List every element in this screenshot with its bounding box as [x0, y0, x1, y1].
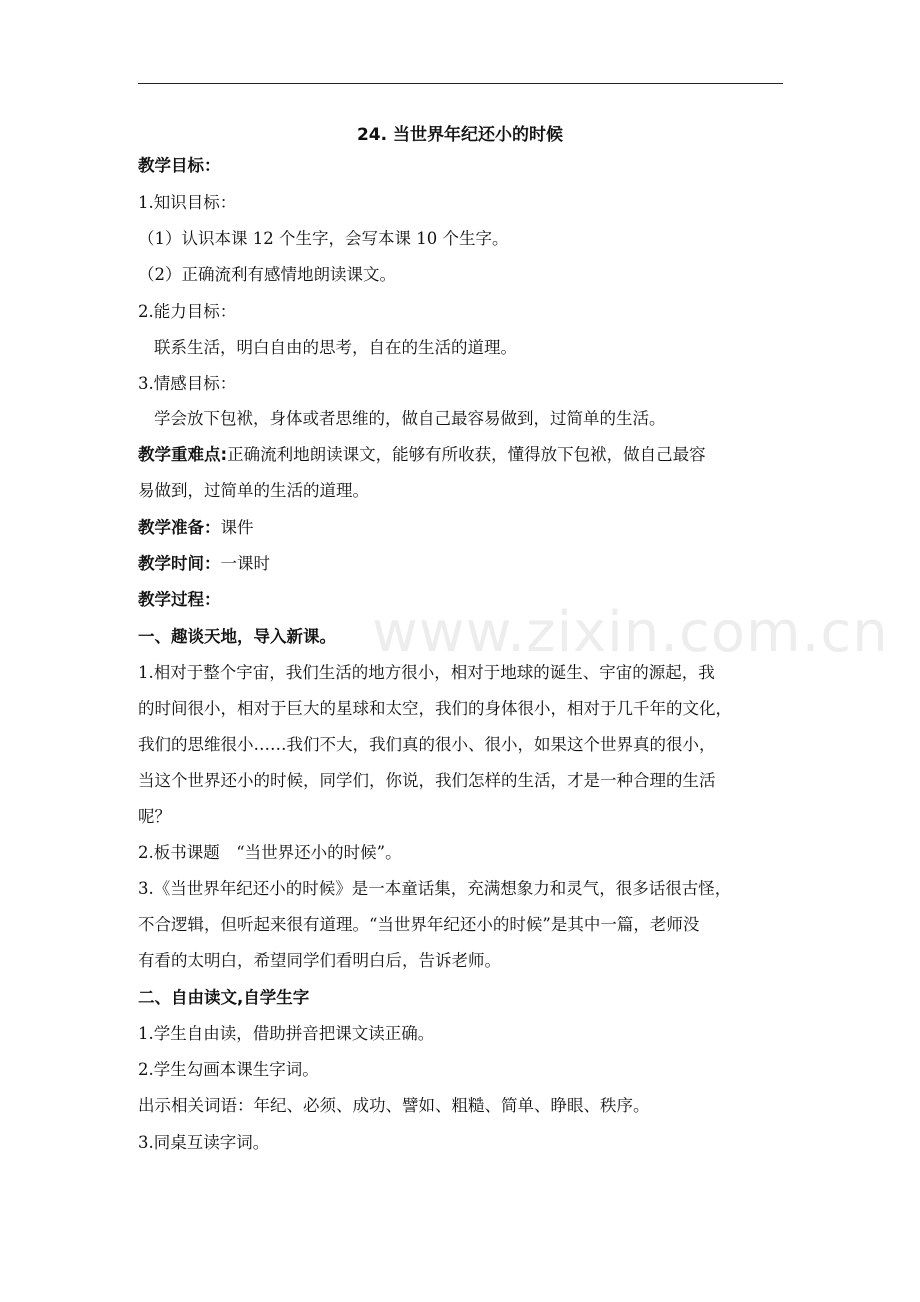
emotion-heading: 3.情感目标： — [138, 374, 237, 393]
emotion-text: 学会放下包袱，身体或者思维的，做自己最容易做到，过简单的生活。 — [154, 409, 666, 428]
prep-label: 教学准备： — [138, 518, 221, 537]
key-points-label: 教学重难点: — [138, 445, 228, 464]
page-title: 24. 当世界年纪还小的时候 — [356, 125, 564, 145]
paragraph-line: 1.相对于整个宇宙，我们生活的地方很小，相对于地球的诞生、宇宙的源起，我 — [138, 663, 715, 682]
ability-text: 联系生活，明白自由的思考，自在的生活的道理。 — [154, 338, 517, 357]
section1-heading: 一、趣谈天地，导入新课。 — [138, 627, 336, 646]
ability-heading: 2.能力目标： — [138, 302, 237, 321]
list-item: 出示相关词语：年纪、必须、成功、譬如、粗糙、简单、睁眼、秩序。 — [138, 1096, 650, 1115]
key-points-continued: 易做到，过简单的生活的道理。 — [138, 481, 369, 500]
paragraph-line: 不合逻辑，但听起来很有道理。“当世界年纪还小的时候”是其中一篇，老师没 — [138, 915, 700, 934]
paragraph-line: 的时间很小，相对于巨大的星球和太空，我们的身体很小，相对于几千年的文化， — [138, 699, 732, 718]
key-points-text: 正确流利地朗读课文，能够有所收获，懂得放下包袱，做自己最容 — [227, 445, 706, 464]
watermark: www.zixin.com.cn — [372, 600, 889, 665]
prep-row — [138, 518, 783, 538]
key-points — [138, 445, 783, 465]
time-value: 一课时 — [220, 554, 270, 573]
time-label: 教学时间： — [138, 554, 221, 573]
list-item: 1.学生自由读，借助拼音把课文读正确。 — [138, 1024, 435, 1043]
process-label: 教学过程： — [138, 590, 221, 609]
paragraph-line: 有看的太明白，希望同学们看明白后，告诉老师。 — [138, 951, 501, 970]
paragraph-line: 3.《当世界年纪还小的时候》是一本童话集，充满想象力和灵气，很多话很古怪， — [138, 879, 732, 898]
knowledge-item: （1）认识本课 12 个生字，会写本课 10 个生字。 — [138, 229, 509, 248]
paragraph-line: 呢？ — [138, 807, 171, 826]
knowledge-item: （2）正确流利有感情地朗读课文。 — [138, 265, 396, 284]
time-row — [138, 554, 783, 574]
objectives-heading: 教学目标： — [138, 156, 221, 175]
knowledge-heading: 1.知识目标： — [138, 193, 237, 212]
list-item: 3.同桌互读字词。 — [138, 1133, 270, 1152]
paragraph-line: 2.板书课题 “当世界还小的时候”。 — [138, 843, 402, 862]
paragraph-line: 当这个世界还小的时候，同学们，你说，我们怎样的生活，才是一种合理的生活 — [138, 771, 716, 790]
header-rule — [138, 83, 783, 84]
paragraph-line: 我们的思维很小……我们不大，我们真的很小、很小，如果这个世界真的很小， — [138, 735, 716, 754]
section2-heading: 二、自由读文,自学生字 — [138, 988, 310, 1007]
list-item: 2.学生勾画本课生字词。 — [138, 1060, 319, 1079]
prep-value: 课件 — [220, 518, 254, 537]
